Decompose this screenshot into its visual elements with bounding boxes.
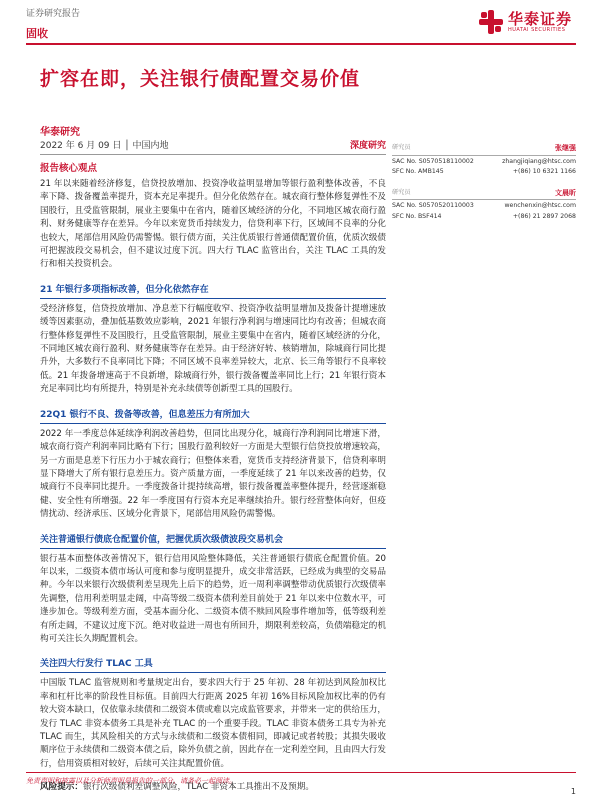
main-content (40, 160, 386, 804)
section-title: 关注普通银行债底仓配置价值，把握优质次级债波段交易机会 (40, 534, 284, 545)
section-body: 银行基本面整体改善情况下，银行信用风险整体降低，关注普通银行债底仓配置价值。20 年以来，二级资本债市场认可度和参与度明显提升，成交非常活跃，已经成为典型的交易品种。今年以来银行次级债利差呈现先上后下的趋势，近一周利率调整带动优质银行次级债率先调整，信用利差明显走阔，中高等级二级资本债利差目前处于 21 年以来中位数水平，可逢步加仓。等级利差方面，受基本面分化、二级资本债不赎回风险事件增加等，低等级利差有所走阔，不建议过度下沉。绝对收益进一周也有所回升，期限利差较高，负债端稳定的机构可关注长久期配置机会。 (40, 553, 386, 644)
analyst-name: 文晨昕 (555, 188, 576, 197)
analyst-role: 研究员 (392, 188, 411, 196)
page-title: 扩容在即，关注银行债配置交易价值 (40, 68, 361, 90)
analyst-email[interactable]: zhangjiqiang@htsc.com (502, 157, 576, 165)
analyst-sfc: SFC No. AMB145 (392, 168, 444, 175)
analyst-divider (392, 199, 576, 200)
section-body: 中国版 TLAC 监管规则和考量规定出台，要求四大行于 25 年初、28 年初达到风险加权比率和杠杆比率的阶段性目标值。目前四大行距离 2025 年初 16%目标风险加权比率的仍有较大资本缺口，仅依靠永续债和二级资本债或难以完成监管要求，并带来一定的供给压力，发行 TLAC 非资本债务工具是补充 TLAC 的一个重要手段。TLAC 非资本债务工具专为补充 TLAC 而生，其风险相关的方式与永续债和二级资本债相同，即减记或者转股；其损失吸收顺序位于永续债和二级资本债之后，除外负债之前，因此存在一定利差空间，且由四大行发行，信用资质相对较好，后续可关注其配置价值。 (40, 678, 386, 769)
header-divider (26, 43, 576, 45)
analyst-panel (392, 143, 576, 232)
analyst-card (392, 143, 576, 178)
org-name: 华泰研究 (40, 127, 80, 138)
analyst-sac: SAC No. S0570520110003 (392, 202, 474, 209)
report-date: 2022 年 6 月 09 日 (40, 141, 122, 151)
logo-text-en: HUATAI SECURITIES (507, 27, 566, 33)
section-title: 22Q1 银行不良、拨备等改善，但息差压力有所加大 (40, 409, 250, 420)
analyst-sfc: SFC No. BSF414 (392, 212, 442, 220)
section-title: 关注四大行发行 TLAC 工具 (40, 659, 153, 670)
analyst-name: 张继强 (555, 144, 576, 152)
analyst-role: 研究员 (392, 144, 411, 151)
core-summary: 21 年以来随着经济修复，信贷投放增加、投资净收益明显增加等银行盈利整体改善，不良率下降、拨备覆盖率提升，资本充足率提升。但分化依然存在。城农商行整体修复弹性不及国股行，且受监管限制，展业主要集中在省内，随着区域经济的分化，不同地区城农商行盈利、财务健康等存在差异。今年以来宽货币持续发力，信贷利率下行，区域间不良率的分化也较大，尾部信用风险仍需警惕。银行债方面，关注优质银行普通债配置价值，优质次级债可把握波段交易机会，但不建议过度下沉。四大行 TLAC 监管出台，关注 TLAC 工具的发行和相关投资机会。 (40, 179, 386, 270)
core-heading: 报告核心观点 (40, 163, 98, 174)
section-divider (40, 548, 386, 549)
analyst-phone: +(86) 21 2897 2068 (512, 212, 576, 220)
section-divider (40, 672, 386, 673)
analyst-phone: +(86) 10 6321 1166 (512, 168, 576, 175)
analyst-divider (392, 155, 576, 156)
dateline-separator: │ (121, 141, 133, 151)
logo-icon (479, 10, 503, 34)
page-number: 1 (570, 787, 576, 796)
risk-text: 银行次级债利差调整风险，TLAC 非资本工具推出不及预期。 (82, 782, 314, 793)
report-region: 中国内地 (132, 141, 169, 151)
logo-text-cn: 华泰证券 (507, 10, 572, 28)
section-body: 受经济修复，信贷投放增加、净息差下行幅度收窄、投资净收益明显增加及拨备计提增速放缓等因素驱动，叠加低基数效应影响，2021 年银行净利润与增速同比均有改善；但城农商行整体修复弹性不及国股行，且受监管限制，展业主要集中在省内，随着区域经济的分化，不同地区城农商行盈利、财务健康等存在差异。由于经济好转、核销增加，除城商行同比提升外，大多数行不良率同比下降；不同区域不良率差异较大，北京、长三角等银行不良率较低。21 年拨备增速高于不良新增，除城商行外，银行拨备覆盖率同比上行；21 年银行资本充足率同比均有所提升，特别是补充永续债等创新型工具的国股行。 (40, 303, 386, 395)
risk-label: 风险提示： (40, 782, 83, 793)
footer-disclaimer: 免责声明和披露以及分析师声明是报告的一部分，请务必一起阅读。 (26, 772, 576, 786)
section-tag: 固收 (26, 27, 48, 40)
analyst-sac: SAC No. S0570518110002 (392, 157, 474, 165)
analyst-email[interactable]: wenchenxin@htsc.com (504, 202, 576, 209)
huatai-logo (479, 10, 572, 34)
report-type-label: 证券研究报告 (26, 9, 81, 19)
dateline (40, 138, 386, 155)
analyst-card (392, 188, 576, 223)
section-divider (40, 298, 386, 299)
section-divider (40, 423, 386, 424)
section-title: 21 年银行多项指标改善，但分化依然存在 (40, 284, 209, 295)
report-kind: 深度研究 (349, 141, 386, 151)
section-body: 2022 年一季度总体延续净利润改善趋势，但同比出现分化，城商行净利润同比增速下滑，城农商行资产利润率同比略有下行；国股行盈利较好一方面是大型银行信贷投放增速较高，另一方面是息差下行压力小于城农商行；但整体来看，宽货币支持经济背景下，信贷利率明显下降增大了所有银行息差压力。资产质量方面，一季度延续了 21 年以来改善的趋势，仅城商行不良率同比提升。一季度拨备计提持续高增，银行拨备覆盖率整体提升，经营逐渐稳健、安全性有所增强。22 年一季度国有行资本充足率继续抬升。银行经营整体向好，但疫情扰动、经济承压、区域分化背景下，尾部信用风险仍需警惕。 (40, 428, 386, 520)
